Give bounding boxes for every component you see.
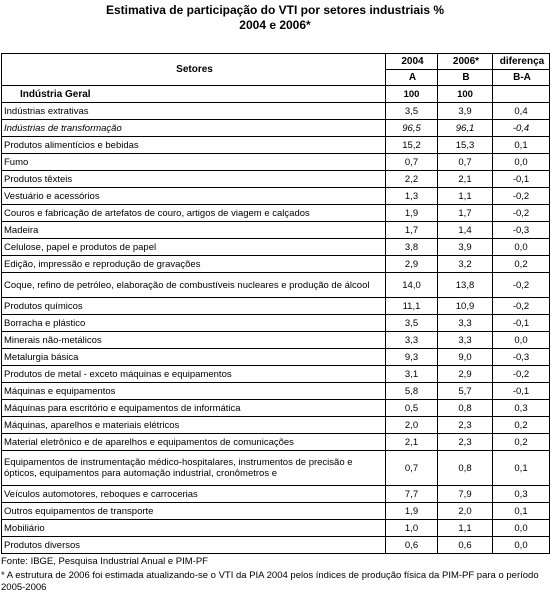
table-title: Estimativa de participação do VTI por setores industriais % bbox=[105, 3, 445, 17]
value-2004: 14,0 bbox=[386, 273, 438, 298]
value-2006: 15,3 bbox=[438, 137, 493, 154]
value-2006: 96,1 bbox=[438, 120, 493, 137]
value-2004: 0,7 bbox=[386, 154, 438, 171]
sector-name: Máquinas, aparelhos e materiais elétricos bbox=[2, 417, 386, 434]
value-diferenca: -0,3 bbox=[493, 222, 550, 239]
value-2006: 0,6 bbox=[438, 537, 493, 554]
sector-name: Equipamentos de instrumentação médico-hospitalares, instrumentos de precisão e ópticos, equipamentos para automação industrial, cronômetros e bbox=[2, 451, 386, 486]
table-subtitle: 2004 e 2006* bbox=[239, 18, 311, 32]
value-2006: 3,9 bbox=[438, 239, 493, 256]
value-2006: 1,7 bbox=[438, 205, 493, 222]
table-row bbox=[2, 120, 550, 137]
table-row bbox=[2, 349, 550, 366]
table-row bbox=[2, 239, 550, 256]
value-diferenca: 0,0 bbox=[493, 332, 550, 349]
footnote-note: * A estrutura de 2006 foi estimada atualizando-se o VTI da PIA 2004 pelos índices de produção física da PIM-PF para o período 2005-2006 bbox=[1, 570, 539, 593]
value-2006: 1,4 bbox=[438, 222, 493, 239]
value-2006: 2,9 bbox=[438, 366, 493, 383]
header-row bbox=[2, 54, 550, 70]
value-2004: 3,5 bbox=[386, 315, 438, 332]
value-diferenca: 0,4 bbox=[493, 103, 550, 120]
table-row bbox=[2, 451, 550, 486]
table-row bbox=[2, 205, 550, 222]
value-2004: 2,2 bbox=[386, 171, 438, 188]
sector-name: Produtos de metal - exceto máquinas e equipamentos bbox=[2, 366, 386, 383]
value-2004: 11,1 bbox=[386, 298, 438, 315]
sector-name: Indústrias extrativas bbox=[2, 103, 386, 120]
table-row bbox=[2, 503, 550, 520]
value-2006: 3,3 bbox=[438, 315, 493, 332]
value-diferenca: -0,2 bbox=[493, 188, 550, 205]
vti-table bbox=[1, 53, 550, 554]
value-2004: 1,9 bbox=[386, 503, 438, 520]
value-diferenca: 0,1 bbox=[493, 137, 550, 154]
value-diferenca: -0,2 bbox=[493, 366, 550, 383]
table-row bbox=[2, 188, 550, 205]
table-row bbox=[2, 434, 550, 451]
value-2006: 2,3 bbox=[438, 417, 493, 434]
value-2004: 1,3 bbox=[386, 188, 438, 205]
table-row bbox=[2, 315, 550, 332]
value-2006: 0,8 bbox=[438, 451, 493, 486]
value-diferenca: -0,2 bbox=[493, 205, 550, 222]
header-diferenca: diferença bbox=[493, 54, 550, 70]
value-2006: 0,8 bbox=[438, 400, 493, 417]
table-row bbox=[2, 366, 550, 383]
header-2004: 2004 bbox=[386, 54, 438, 70]
sector-name: Edição, impressão e reprodução de gravações bbox=[2, 256, 386, 273]
value-diferenca: 0,2 bbox=[493, 434, 550, 451]
value-diferenca: -0,2 bbox=[493, 298, 550, 315]
sector-name: Outros equipamentos de transporte bbox=[2, 503, 386, 520]
value-2004: 9,3 bbox=[386, 349, 438, 366]
header-setores: Setores bbox=[2, 54, 386, 86]
value-2006: 10,9 bbox=[438, 298, 493, 315]
value-diferenca: 0,1 bbox=[493, 503, 550, 520]
value-2006: 3,2 bbox=[438, 256, 493, 273]
value-2004: 2,0 bbox=[386, 417, 438, 434]
value-2004: 1,7 bbox=[386, 222, 438, 239]
table-row bbox=[2, 222, 550, 239]
sector-name: Produtos diversos bbox=[2, 537, 386, 554]
value-diferenca: 0,0 bbox=[493, 520, 550, 537]
table-row bbox=[2, 332, 550, 349]
table-row bbox=[2, 298, 550, 315]
value-diferenca: -0,1 bbox=[493, 315, 550, 332]
value-diferenca: 0,0 bbox=[493, 537, 550, 554]
value-2004: 2,1 bbox=[386, 434, 438, 451]
value-2004: 0,5 bbox=[386, 400, 438, 417]
value-2006: 2,3 bbox=[438, 434, 493, 451]
value-2004: 2,9 bbox=[386, 256, 438, 273]
table-row bbox=[2, 86, 550, 103]
value-2006: 0,7 bbox=[438, 154, 493, 171]
table-row bbox=[2, 256, 550, 273]
sector-name: Coque, refino de petróleo, elaboração de combustíveis nucleares e produção de álcool bbox=[2, 273, 386, 298]
value-2006: 100 bbox=[438, 86, 493, 103]
table-row bbox=[2, 103, 550, 120]
sector-name: Veículos automotores, reboques e carrocerias bbox=[2, 486, 386, 503]
value-2004: 3,5 bbox=[386, 103, 438, 120]
value-2004: 100 bbox=[386, 86, 438, 103]
footnote-source: Fonte: IBGE, Pesquisa Industrial Anual e PIM-PF bbox=[1, 556, 208, 567]
value-2006: 1,1 bbox=[438, 188, 493, 205]
sector-name: Produtos têxteis bbox=[2, 171, 386, 188]
table-row bbox=[2, 486, 550, 503]
value-2004: 15,2 bbox=[386, 137, 438, 154]
sector-name: Minerais não-metálicos bbox=[2, 332, 386, 349]
value-diferenca: -0,1 bbox=[493, 171, 550, 188]
value-2004: 5,8 bbox=[386, 383, 438, 400]
value-diferenca: -0,4 bbox=[493, 120, 550, 137]
sector-name: Couros e fabricação de artefatos de couro, artigos de viagem e calçados bbox=[2, 205, 386, 222]
value-diferenca: 0,3 bbox=[493, 400, 550, 417]
table-row bbox=[2, 273, 550, 298]
sector-name: Indústria Geral bbox=[2, 86, 386, 103]
subheader-ba: B-A bbox=[493, 70, 550, 86]
table-row bbox=[2, 400, 550, 417]
value-2004: 3,1 bbox=[386, 366, 438, 383]
value-diferenca: 0,2 bbox=[493, 256, 550, 273]
sector-name: Celulose, papel e produtos de papel bbox=[2, 239, 386, 256]
value-diferenca bbox=[493, 86, 550, 103]
table-row bbox=[2, 383, 550, 400]
sector-name: Máquinas para escritório e equipamentos de informática bbox=[2, 400, 386, 417]
value-2006: 2,0 bbox=[438, 503, 493, 520]
value-diferenca: 0,1 bbox=[493, 451, 550, 486]
table-row bbox=[2, 417, 550, 434]
sector-name: Madeira bbox=[2, 222, 386, 239]
value-2006: 3,3 bbox=[438, 332, 493, 349]
sector-name: Produtos químicos bbox=[2, 298, 386, 315]
subheader-b: B bbox=[438, 70, 493, 86]
value-2004: 7,7 bbox=[386, 486, 438, 503]
value-2006: 9,0 bbox=[438, 349, 493, 366]
table-row bbox=[2, 537, 550, 554]
table-row bbox=[2, 154, 550, 171]
value-2004: 96,5 bbox=[386, 120, 438, 137]
value-2004: 3,3 bbox=[386, 332, 438, 349]
subheader-a: A bbox=[386, 70, 438, 86]
value-2006: 1,1 bbox=[438, 520, 493, 537]
value-diferenca: -0,3 bbox=[493, 349, 550, 366]
sector-name: Borracha e plástico bbox=[2, 315, 386, 332]
value-diferenca: 0,0 bbox=[493, 239, 550, 256]
value-2004: 0,6 bbox=[386, 537, 438, 554]
value-2006: 13,8 bbox=[438, 273, 493, 298]
sector-name: Metalurgia básica bbox=[2, 349, 386, 366]
value-diferenca: 0,3 bbox=[493, 486, 550, 503]
sector-name: Material eletrônico e de aparelhos e equipamentos de comunicações bbox=[2, 434, 386, 451]
value-2004: 0,7 bbox=[386, 451, 438, 486]
header-2006: 2006* bbox=[438, 54, 493, 70]
table-row bbox=[2, 520, 550, 537]
table-row bbox=[2, 171, 550, 188]
value-2006: 5,7 bbox=[438, 383, 493, 400]
value-2006: 2,1 bbox=[438, 171, 493, 188]
value-2004: 3,8 bbox=[386, 239, 438, 256]
sector-name: Indústrias de transformação bbox=[2, 120, 386, 137]
value-diferenca: -0,2 bbox=[493, 273, 550, 298]
value-diferenca: 0,2 bbox=[493, 417, 550, 434]
value-2004: 1,0 bbox=[386, 520, 438, 537]
value-2006: 7,9 bbox=[438, 486, 493, 503]
table-row bbox=[2, 137, 550, 154]
value-2004: 1,9 bbox=[386, 205, 438, 222]
value-diferenca: -0,1 bbox=[493, 383, 550, 400]
value-diferenca: 0,0 bbox=[493, 154, 550, 171]
sector-name: Máquinas e equipamentos bbox=[2, 383, 386, 400]
sector-name: Vestuário e acessórios bbox=[2, 188, 386, 205]
sector-name: Fumo bbox=[2, 154, 386, 171]
sector-name: Mobiliário bbox=[2, 520, 386, 537]
sector-name: Produtos alimentícios e bebidas bbox=[2, 137, 386, 154]
value-2006: 3,9 bbox=[438, 103, 493, 120]
